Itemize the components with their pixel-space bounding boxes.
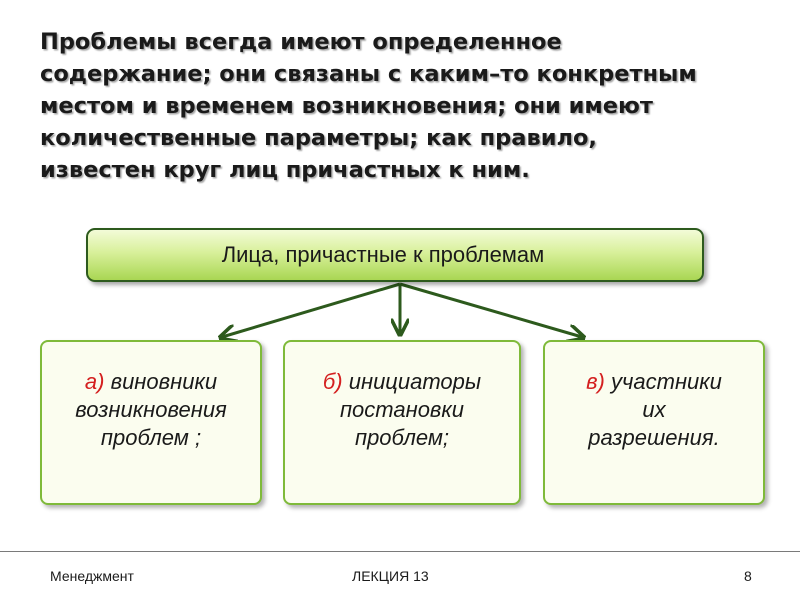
footer-lecture-name: ЛЕКЦИЯ 13 [352,568,429,584]
item-card-text [586,368,722,452]
item-card-b [283,340,521,505]
footer-divider [0,551,800,552]
item-card-text [323,368,481,452]
item-card-c [543,340,765,505]
arrow-to-item-a [222,284,400,337]
root-box-label: Лица, причастные к проблемам [221,242,545,267]
item-label: инициаторы постановки проблем; [339,368,482,450]
item-letter: а) [84,368,105,394]
item-card-a [40,340,262,505]
item-letter: в) [586,368,605,394]
item-label: участники их разрешения. [588,368,722,450]
page-number: 8 [744,568,752,584]
item-letter: б) [322,368,343,394]
item-label: виновники возникновения проблем ; [75,368,227,450]
root-box [86,228,704,282]
arrow-to-item-c [400,284,582,337]
item-card-text [75,368,227,452]
footer-course-name: Менеджмент [50,568,134,584]
headline: Проблемы всегда имеют определенное содержание; они связаны с каким–то конкретным местом и временем возникновения; они имеют количественные параметры; как правило, известен круг лиц причастных к ним. [40,29,697,183]
